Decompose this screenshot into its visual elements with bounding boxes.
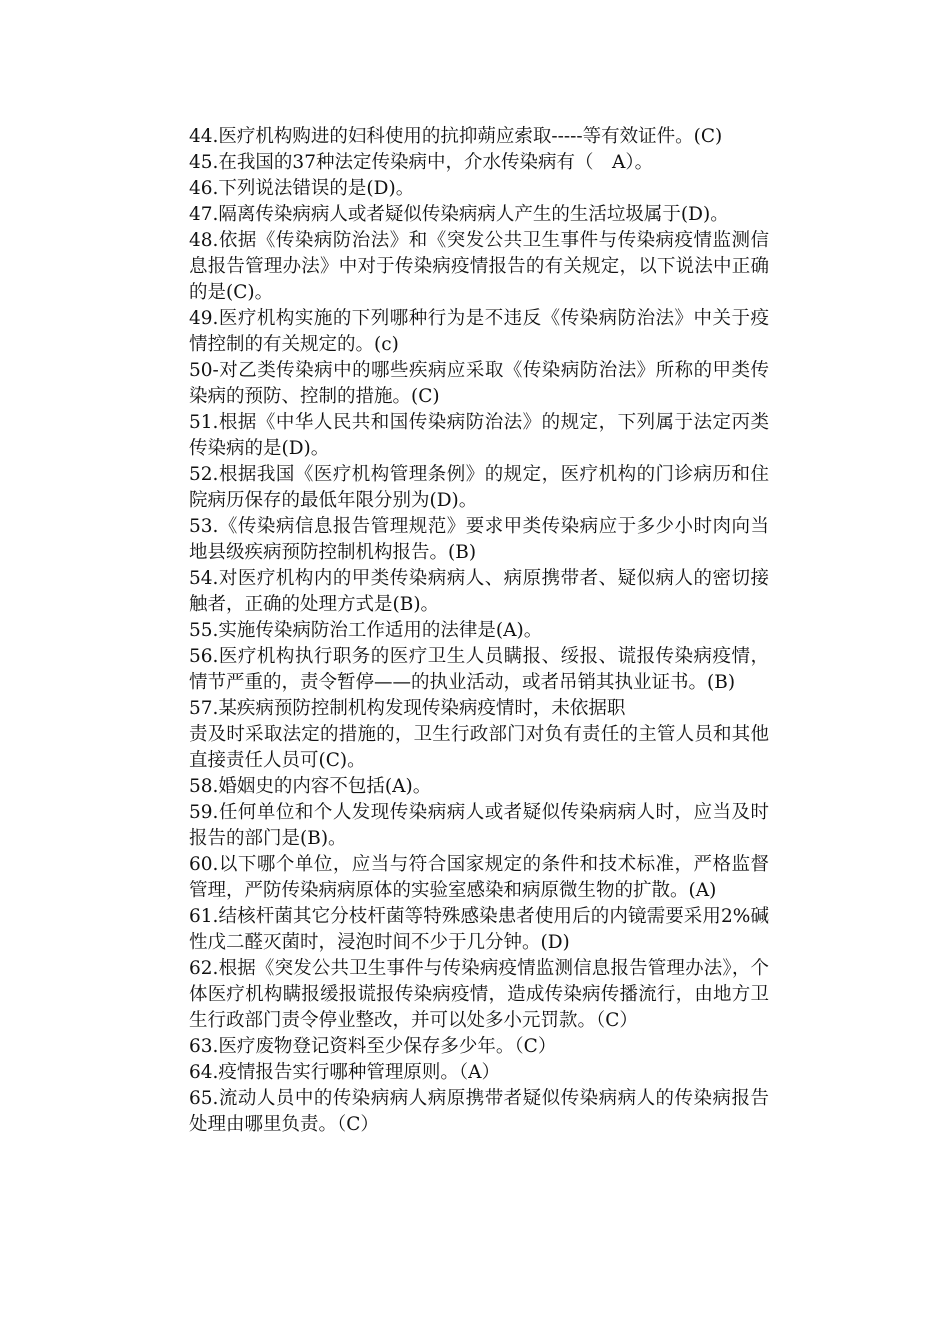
- question-64: 64.疫情报告实行哪种管理原则。（A）: [189, 1062, 501, 1083]
- question-58: 58.婚姻史的内容不包括(A)。: [189, 776, 432, 797]
- question-53: 53.《传染病信息报告管理规范》要求甲类传染病应于多少小时肉向当地县级疾病预防控制机构报告。(B): [189, 516, 769, 563]
- question-63: 63.医疗废物登记资料至少保存多少年。（C）: [189, 1036, 557, 1057]
- question-62: 62.根据《突发公共卫生事件与传染病疫情监测信息报告管理办法》，个体医疗机构瞒报缓报谎报传染病疫情，造成传染病传播流行，由地方卫生行政部门责令停业整改，并可以处多小元罚款。（C）: [189, 958, 769, 1031]
- question-49: 49.医疗机构实施的下列哪种行为是不违反《传染病防治法》中关于疫情控制的有关规定的。(c): [189, 308, 769, 355]
- question-46: 46.下列说法错误的是(D)。: [189, 178, 415, 199]
- question-59: 59.任何单位和个人发现传染病病人或者疑似传染病病人时，应当及时报告的部门是(B)。: [189, 802, 769, 849]
- question-50: 50-对乙类传染病中的哪些疾病应采取《传染病防治法》所称的甲类传染病的预防、控制的措施。(C): [189, 360, 769, 407]
- question-47: 47.隔离传染病病人或者疑似传染病病人产生的生活垃圾属于(D)。: [189, 204, 729, 225]
- question-48: 48.依据《传染病防治法》和《突发公共卫生事件与传染病疫情监测信息报告管理办法》中对于传染病疫情报告的有关规定，以下说法中正确的是(C)。: [189, 230, 769, 303]
- question-52: 52.根据我国《医疗机构管理条例》的规定，医疗机构的门诊病历和住院病历保存的最低年限分别为(D)。: [189, 464, 769, 511]
- question-61: 61.结核杆菌其它分枝杆菌等特殊感染患者使用后的内镜需要采用2%碱性戊二醛灭菌时，浸泡时间不少于几分钟。(D): [189, 906, 769, 953]
- question-60: 60.以下哪个单位，应当与符合国家规定的条件和技术标准，严格监督管理，严防传染病病原体的实验室感染和病原微生物的扩散。(A): [189, 854, 769, 901]
- question-56: 56.医疗机构执行职务的医疗卫生人员瞒报、绥报、谎报传染病疫情，情节严重的，责令暂停——的执业活动，或者吊销其执业证书。(B): [189, 646, 769, 693]
- question-55: 55.实施传染病防治工作适用的法律是(A)。: [189, 620, 543, 641]
- question-51: 51.根据《中华人民共和国传染病防治法》的规定，下列属于法定丙类传染病的是(D)。: [189, 412, 769, 459]
- question-44: 44.医疗机构购进的妇科使用的抗抑蒴应索取-----等有效证件。(C): [189, 126, 723, 147]
- question-65: 65.流动人员中的传染病病人病原携带者疑似传染病病人的传染病报告处理由哪里负责。（C）: [189, 1088, 769, 1135]
- question-54: 54.对医疗机构内的甲类传染病病人、病原携带者、疑似病人的密切接触者，正确的处理方式是(B)。: [189, 568, 769, 615]
- question-45: 45.在我国的37种法定传染病中，介水传染病有（ A）。: [189, 152, 654, 173]
- question-57: 57.某疾病预防控制机构发现传染病疫情时，未依据职 责及时采取法定的措施的，卫生行政部门对负有责任的主管人员和其他直接责任人员可(C)。: [189, 698, 769, 771]
- question-list: [189, 124, 769, 1138]
